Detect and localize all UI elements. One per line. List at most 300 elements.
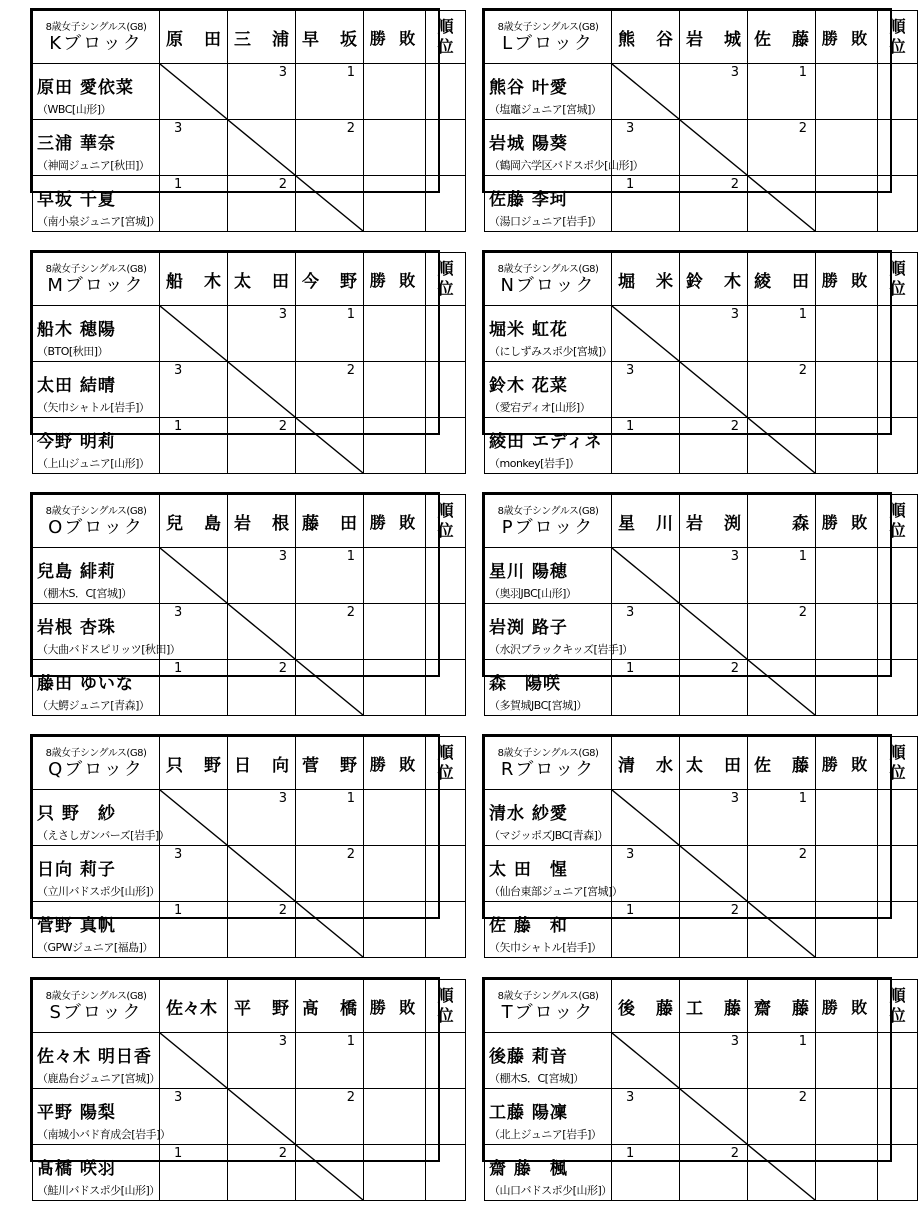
player-cell [33, 604, 181, 660]
match-order-number: 2 [346, 121, 355, 136]
opponent-surname-part: 向 [272, 755, 289, 776]
match-order-number: 3 [626, 363, 635, 378]
player-club: （大鰐ジュニア[青森]） [37, 698, 150, 712]
player-cell [485, 902, 612, 958]
win-loss-cell [816, 902, 878, 958]
player-club: （マジッポズJBC[青森]） [489, 828, 608, 842]
rank-header-bottom: 位 [437, 763, 454, 782]
self-match-cell [296, 1145, 364, 1201]
rank-header-bottom: 位 [437, 37, 454, 56]
match-order-number: 3 [626, 1090, 635, 1105]
match-order-number: 1 [174, 661, 183, 676]
block-title-cell [485, 980, 612, 1033]
opponent-surname-part: 熊 [618, 29, 635, 50]
rank-cell [426, 64, 466, 120]
rank-cell [426, 790, 466, 846]
opponent-surname-part: 船 [166, 271, 183, 292]
win-loss-cell [816, 306, 878, 362]
diagonal-line [160, 64, 227, 119]
rank-cell [878, 418, 918, 474]
event-name: 8歳女子シングルス(G8) [497, 747, 599, 759]
win-loss-cell [816, 790, 878, 846]
match-cell [228, 176, 296, 232]
match-order-number: 3 [174, 363, 183, 378]
player-cell [33, 64, 160, 120]
self-match-cell [228, 1089, 296, 1145]
event-name: 8歳女子シングルス(G8) [497, 21, 599, 33]
match-order-number: 1 [174, 419, 183, 434]
win-loss-cell [816, 176, 878, 232]
player-club: （仙台東部ジュニア[宮城]） [489, 884, 623, 898]
match-order-number: 2 [798, 363, 807, 378]
match-cell [612, 120, 680, 176]
win-loss-cell [364, 548, 426, 604]
win-loss-cell [364, 604, 426, 660]
match-cell [160, 362, 228, 418]
opponent-header [680, 253, 748, 306]
opponent-header [296, 495, 364, 548]
rank-header-bottom: 位 [889, 1006, 906, 1025]
rank-cell [426, 660, 466, 716]
block-name: Oブロック [48, 516, 144, 538]
diagonal-line [228, 1089, 295, 1144]
player-club: （北上ジュニア[岩手]） [489, 1127, 602, 1141]
match-order-number: 1 [626, 177, 635, 192]
block-title-cell [485, 253, 612, 306]
player-cell [33, 1089, 171, 1145]
match-cell [296, 120, 364, 176]
match-order-number: 3 [626, 847, 635, 862]
rank-cell [878, 660, 918, 716]
opponent-surname-part: 岩 [686, 29, 703, 50]
player-cell [485, 1033, 612, 1089]
player-cell [33, 790, 170, 846]
opponent-surname-part: 岩 [686, 513, 703, 534]
rank-header-bottom: 位 [437, 1006, 454, 1025]
match-cell [680, 64, 748, 120]
player-name: 早坂 千夏 [37, 189, 116, 210]
block-table [30, 492, 454, 712]
opponent-header [612, 980, 680, 1033]
player-name: 只 野 紗 [37, 803, 116, 824]
win-loss-cell [364, 790, 426, 846]
opponent-surname-part: 早 [302, 29, 319, 50]
diagonal-line [228, 604, 295, 659]
event-name: 8歳女子シングルス(G8) [45, 990, 147, 1002]
match-order-number: 3 [626, 605, 635, 620]
rank-header [426, 737, 466, 790]
self-match-cell [612, 1033, 680, 1089]
player-name: 佐々木 明日香 [37, 1046, 152, 1067]
player-cell [485, 176, 612, 232]
diagonal-line [228, 120, 295, 175]
opponent-surname-part: 星 [618, 513, 635, 534]
diagonal-line [612, 1033, 679, 1088]
match-order-number: 2 [730, 419, 739, 434]
opponent-surname-part: 野 [272, 998, 289, 1019]
block-name: Kブロック [49, 32, 143, 54]
opponent-header [680, 980, 748, 1033]
match-cell [748, 120, 816, 176]
opponent-surname-part: 森 [792, 513, 809, 534]
self-match-cell [296, 660, 364, 716]
player-name: 岩城 陽葵 [489, 133, 568, 154]
block-table [482, 734, 906, 954]
player-name: 兒島 緋莉 [37, 561, 116, 582]
rank-header [878, 253, 918, 306]
player-club: （えさしガンバーズ[岩手]） [37, 828, 170, 842]
win-loss-header: 勝 敗 [816, 980, 878, 1033]
rank-cell [426, 1033, 466, 1089]
match-order-number: 3 [278, 791, 287, 806]
self-match-cell [612, 64, 680, 120]
opponent-header [160, 980, 228, 1033]
opponent-surname-part: 今 [302, 271, 319, 292]
match-cell [228, 418, 296, 474]
player-club: （鮭川バドスポ少[山形]） [37, 1183, 160, 1197]
rank-header-top: 順 [889, 986, 906, 1005]
player-cell [33, 1145, 160, 1201]
block-name: Mブロック [47, 274, 145, 296]
opponent-header [748, 495, 816, 548]
win-loss-cell [816, 1089, 878, 1145]
opponent-surname-part: 木 [204, 271, 221, 292]
diagonal-line [228, 362, 295, 417]
rank-cell [878, 604, 918, 660]
self-match-cell [680, 120, 748, 176]
player-cell [33, 306, 160, 362]
match-cell [612, 1145, 680, 1201]
match-order-number: 3 [174, 605, 183, 620]
win-loss-cell [364, 1033, 426, 1089]
rank-cell [878, 306, 918, 362]
rank-header-top: 順 [437, 501, 454, 520]
rank-cell [426, 306, 466, 362]
player-name: 星川 陽穂 [489, 561, 568, 582]
opponent-surname-part: 田 [792, 271, 809, 292]
block-title-cell [33, 737, 160, 790]
player-club: （矢巾シャトル[岩手]） [37, 400, 150, 414]
rank-header [426, 253, 466, 306]
rank-header-top: 順 [889, 501, 906, 520]
match-order-number: 2 [730, 661, 739, 676]
match-cell [160, 176, 228, 232]
rank-cell [426, 846, 466, 902]
rank-cell [426, 362, 466, 418]
opponent-surname-part: 佐 [754, 29, 771, 50]
match-order-number: 2 [278, 903, 287, 918]
rank-cell [878, 548, 918, 604]
rank-header [878, 495, 918, 548]
match-cell [296, 1089, 364, 1145]
match-cell [296, 790, 364, 846]
player-name: 藤田 ゆいな [37, 673, 134, 694]
opponent-header [228, 253, 296, 306]
opponent-surname-part: 米 [656, 271, 673, 292]
match-cell [680, 418, 748, 474]
match-cell [228, 548, 296, 604]
match-cell [748, 1033, 816, 1089]
player-name: 菅野 真帆 [37, 915, 116, 936]
match-order-number: 2 [346, 847, 355, 862]
opponent-surname-part: 田 [724, 755, 741, 776]
match-cell [748, 64, 816, 120]
self-match-cell [680, 846, 748, 902]
player-club: （愛宕ディオ[山形]） [489, 400, 591, 414]
opponent-surname-part: 工 [686, 998, 703, 1019]
self-match-cell [160, 790, 228, 846]
rank-cell [426, 548, 466, 604]
block-name: Tブロック [501, 1001, 595, 1023]
player-name: 清水 紗愛 [489, 803, 568, 824]
match-order-number: 2 [278, 1146, 287, 1161]
player-name: 綾田 エディネ [489, 431, 603, 452]
match-order-number: 1 [798, 549, 807, 564]
player-name: 平野 陽梨 [37, 1102, 116, 1123]
match-order-number: 1 [346, 791, 355, 806]
diagonal-line [748, 176, 815, 231]
diagonal-line [160, 548, 227, 603]
win-loss-cell [816, 548, 878, 604]
match-order-number: 1 [798, 1034, 807, 1049]
player-cell [485, 64, 612, 120]
player-cell [33, 120, 160, 176]
opponent-surname-part: 鈴 [686, 271, 703, 292]
opponent-header [680, 737, 748, 790]
rank-header-top: 順 [437, 259, 454, 278]
opponent-surname-part: 只 [166, 755, 183, 776]
opponent-surname-part: 田 [340, 513, 357, 534]
player-club: （大曲バドスピリッツ[秋田]） [37, 642, 181, 656]
opponent-surname-part: 水 [656, 755, 673, 776]
match-cell [612, 660, 680, 716]
rank-header [426, 495, 466, 548]
player-club: （神岡ジュニア[秋田]） [37, 158, 150, 172]
block-title-cell [485, 495, 612, 548]
player-name: 佐藤 李珂 [489, 189, 568, 210]
opponent-header [748, 737, 816, 790]
opponent-surname-part: 日 [234, 755, 251, 776]
player-cell [485, 362, 612, 418]
win-loss-cell [364, 120, 426, 176]
match-order-number: 2 [730, 177, 739, 192]
match-cell [680, 902, 748, 958]
opponent-surname-part: 城 [724, 29, 741, 50]
player-club: （にしずみスポ少[宮城]） [489, 344, 613, 358]
rank-cell [426, 604, 466, 660]
opponent-header [296, 737, 364, 790]
win-loss-cell [364, 846, 426, 902]
win-loss-cell [364, 1089, 426, 1145]
block-name: Pブロック [501, 516, 595, 538]
block-title-cell [33, 253, 160, 306]
match-cell [160, 660, 228, 716]
rank-header-top: 順 [889, 259, 906, 278]
match-cell [228, 64, 296, 120]
block-title-cell [485, 737, 612, 790]
rank-header [426, 11, 466, 64]
event-name: 8歳女子シングルス(G8) [497, 990, 599, 1002]
player-name: 堀米 虹花 [489, 319, 568, 340]
match-cell [680, 790, 748, 846]
rank-cell [426, 418, 466, 474]
player-name: 太田 結晴 [37, 375, 116, 396]
opponent-surname-part: 藤 [724, 998, 741, 1019]
opponent-header [748, 980, 816, 1033]
diagonal-line [612, 790, 679, 845]
rank-header-top: 順 [437, 743, 454, 762]
rank-header-bottom: 位 [889, 279, 906, 298]
match-order-number: 2 [278, 419, 287, 434]
rank-cell [878, 120, 918, 176]
player-cell [485, 306, 612, 362]
diagonal-line [680, 604, 747, 659]
self-match-cell [680, 1089, 748, 1145]
opponent-surname-part: 髙 [302, 998, 319, 1019]
opponent-header [612, 737, 680, 790]
match-cell [228, 306, 296, 362]
block-table [482, 8, 906, 228]
player-club: （monkey[岩手]） [489, 456, 580, 470]
win-loss-header: 勝 敗 [364, 737, 426, 790]
rank-cell [426, 120, 466, 176]
opponent-surname-part: 藤 [656, 998, 673, 1019]
win-loss-cell [816, 362, 878, 418]
player-cell [485, 604, 633, 660]
diagonal-line [680, 120, 747, 175]
self-match-cell [612, 548, 680, 604]
match-cell [612, 1089, 680, 1145]
block-title-cell [485, 11, 612, 64]
diagonal-line [296, 176, 363, 231]
match-cell [296, 604, 364, 660]
match-order-number: 1 [174, 903, 183, 918]
self-match-cell [160, 64, 228, 120]
opponent-header [228, 737, 296, 790]
self-match-cell [612, 306, 680, 362]
match-order-number: 3 [730, 65, 739, 80]
match-cell [748, 790, 816, 846]
event-name: 8歳女子シングルス(G8) [497, 263, 599, 275]
opponent-surname-part: 原 [166, 29, 183, 50]
player-cell [485, 1145, 612, 1201]
opponent-surname-part: 太 [686, 755, 703, 776]
player-name: 太 田 惺 [489, 859, 568, 880]
opponent-surname-part: 藤 [792, 755, 809, 776]
match-cell [748, 846, 816, 902]
opponent-header [748, 253, 816, 306]
diagonal-line [680, 1089, 747, 1144]
block-title-cell [33, 11, 160, 64]
rank-cell [426, 1145, 466, 1201]
match-cell [160, 418, 228, 474]
diagonal-line [228, 846, 295, 901]
rank-header-bottom: 位 [889, 763, 906, 782]
match-cell [680, 1033, 748, 1089]
player-cell [485, 790, 612, 846]
match-cell [748, 604, 816, 660]
player-name: 後藤 莉音 [489, 1046, 568, 1067]
match-order-number: 2 [730, 903, 739, 918]
opponent-surname-part: 浦 [272, 29, 289, 50]
block-title-cell [33, 980, 160, 1033]
self-match-cell [160, 1033, 228, 1089]
win-loss-header: 勝 敗 [364, 253, 426, 306]
opponent-surname-part: 坂 [340, 29, 357, 50]
diagonal-line [748, 1145, 815, 1200]
diagonal-line [296, 660, 363, 715]
player-name: 船木 穂陽 [37, 319, 116, 340]
rank-cell [878, 1145, 918, 1201]
opponent-surname-part: 藤 [792, 29, 809, 50]
rank-cell [878, 902, 918, 958]
block-name: Rブロック [500, 758, 596, 780]
win-loss-cell [364, 1145, 426, 1201]
match-order-number: 1 [626, 419, 635, 434]
diagonal-line [296, 902, 363, 957]
block-table [30, 734, 454, 954]
diagonal-line [748, 418, 815, 473]
opponent-header [612, 495, 680, 548]
rank-header [426, 980, 466, 1033]
opponent-surname-part: 岩 [234, 513, 251, 534]
win-loss-cell [816, 64, 878, 120]
match-cell [612, 846, 680, 902]
opponent-surname-part: 兒 [166, 513, 183, 534]
rank-header [878, 737, 918, 790]
match-order-number: 2 [346, 605, 355, 620]
opponent-surname-part: 藤 [302, 513, 319, 534]
match-cell [160, 1145, 228, 1201]
player-club: （水沢ブラックキッズ[岩手]） [489, 642, 633, 656]
diagonal-line [160, 306, 227, 361]
match-order-number: 3 [278, 549, 287, 564]
opponent-surname-part: 野 [204, 755, 221, 776]
self-match-cell [748, 176, 816, 232]
rank-cell [878, 846, 918, 902]
player-cell [485, 846, 623, 902]
rank-cell [878, 362, 918, 418]
opponent-header [228, 495, 296, 548]
opponent-surname-part: 後 [618, 998, 635, 1019]
rank-cell [878, 1033, 918, 1089]
player-cell [33, 902, 160, 958]
player-club: （鶴岡六学区バドスポ少[山形]） [489, 158, 644, 172]
match-order-number: 1 [626, 661, 635, 676]
win-loss-cell [816, 1033, 878, 1089]
match-order-number: 2 [278, 177, 287, 192]
match-cell [160, 604, 228, 660]
win-loss-cell [816, 120, 878, 176]
diagonal-line [612, 548, 679, 603]
player-name: 原田 愛依菜 [37, 77, 134, 98]
match-cell [680, 1145, 748, 1201]
match-order-number: 1 [798, 65, 807, 80]
opponent-surname-part: 佐々木 [166, 998, 217, 1019]
player-name: 熊谷 叶愛 [489, 77, 568, 98]
match-cell [612, 902, 680, 958]
rank-header-bottom: 位 [437, 521, 454, 540]
opponent-surname-part: 綾 [754, 271, 771, 292]
player-club: （奥羽JBC[山形]） [489, 586, 577, 600]
opponent-surname-part: 藤 [792, 998, 809, 1019]
diagonal-line [748, 902, 815, 957]
block-table [482, 492, 906, 712]
self-match-cell [748, 1145, 816, 1201]
player-name: 工藤 陽凜 [489, 1102, 568, 1123]
player-name: 鈴木 花菜 [489, 375, 568, 396]
match-order-number: 1 [174, 177, 183, 192]
